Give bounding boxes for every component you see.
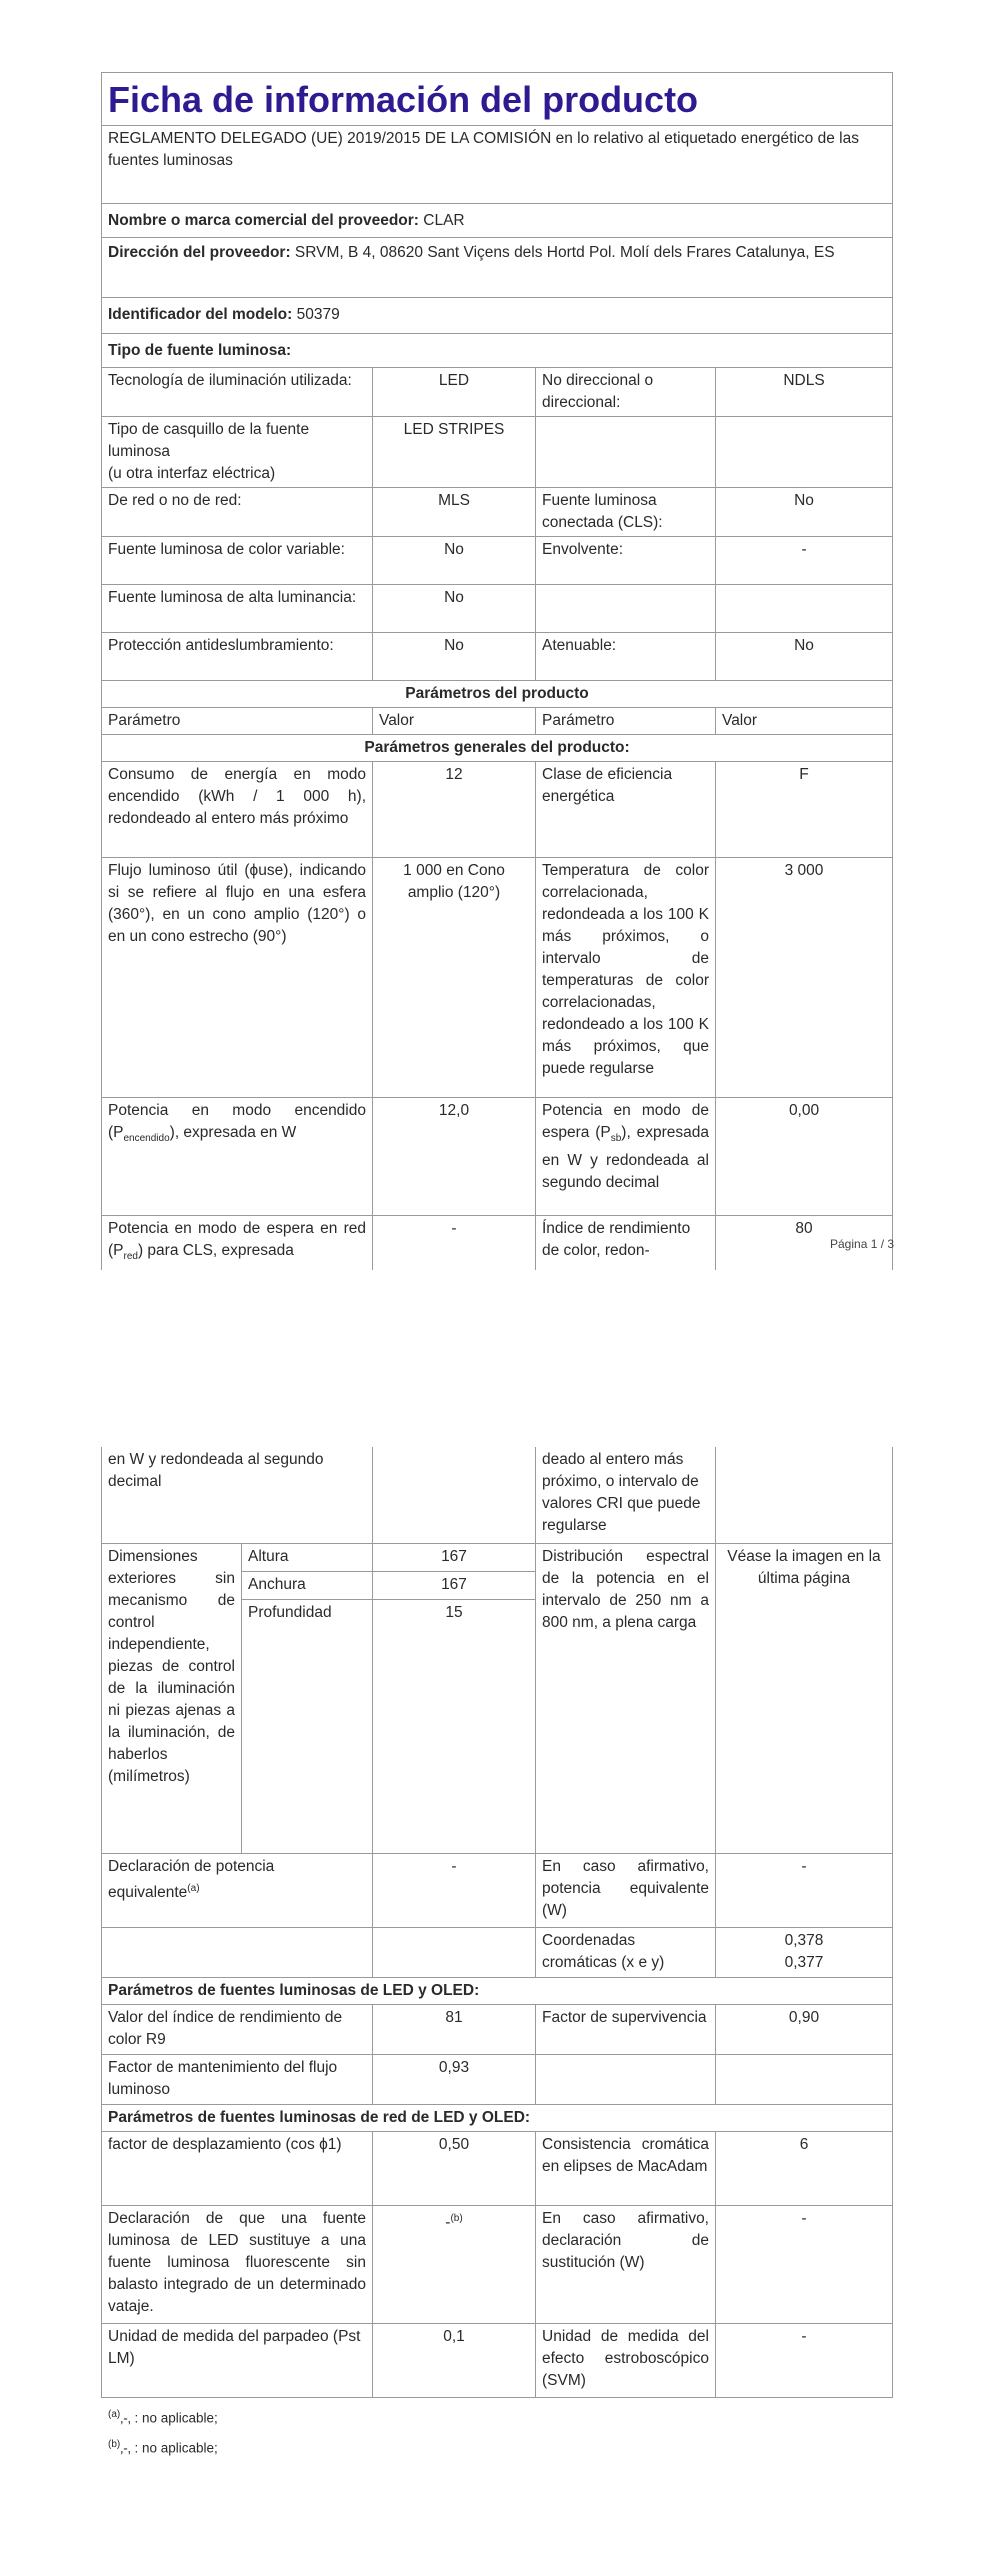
cosphi-row bbox=[102, 2131, 893, 2205]
cri-label-cont: deado al entero más próximo, o intervalo de valores CRI que puede regularse bbox=[536, 1447, 716, 1543]
on-power-label: Potencia en modo encendido $(P_{encendido})$, expresada en W bbox=[102, 1098, 373, 1216]
glare-row bbox=[102, 633, 893, 681]
flicker-label: Unidad de medida del parpadeo (Pst LM) bbox=[102, 2323, 373, 2397]
variable-row bbox=[102, 537, 893, 585]
mains-value: MLS bbox=[373, 488, 536, 537]
equiv-yes-value: - bbox=[716, 1853, 893, 1927]
supplier-address-value: SRVM, B 4, 08620 Sant Viçens dels Hortd Pol. Molí dels Frares Catalunya, ES bbox=[294, 244, 835, 261]
col-param-header: Parámetro bbox=[102, 708, 373, 735]
replace-yes-label: En caso afirmativo, declaración de sustitución (W) bbox=[536, 2205, 716, 2323]
tech-value: LED bbox=[373, 368, 536, 417]
flux-label: Flujo luminoso útil (ϕuse), indicando si se refiere al flujo en una esfera (360°), en un cono amplio (120°) o en un cono estrecho (90°) bbox=[102, 858, 373, 1098]
glare-label: Protección antideslumbramiento: bbox=[102, 633, 373, 681]
supplier-address-label: Dirección del proveedor: bbox=[108, 244, 291, 261]
col-value-header-2: Valor bbox=[716, 708, 893, 735]
cap-row bbox=[102, 417, 893, 488]
footnote-a: $^{(a)}$‚-‚ : no aplicable; bbox=[108, 2409, 218, 2426]
flicker-row bbox=[102, 2323, 893, 2397]
product-info-table bbox=[101, 72, 893, 1270]
directional-value: NDLS bbox=[716, 368, 893, 417]
directional-label: No direccional o direccional: bbox=[536, 368, 716, 417]
chroma-label: Coordenadas cromáticas (x e y) bbox=[536, 1927, 716, 1977]
macadam-label: Consistencia cromática en elipses de MacAdam bbox=[536, 2131, 716, 2205]
product-info-table-continued bbox=[101, 1447, 893, 2398]
net-standby-label-cont: en W y redondeada al segundo decimal bbox=[102, 1447, 373, 1543]
source-type-label: Tipo de fuente luminosa: bbox=[102, 334, 893, 368]
energy-label: Consumo de energía en modo encendido (kWh / 1 000 h), redondeado al entero más próximo bbox=[102, 762, 373, 858]
width-value: 167 bbox=[373, 1571, 536, 1599]
supplier-name-label: Nombre o marca comercial del proveedor: bbox=[108, 212, 419, 229]
tech-row bbox=[102, 368, 893, 417]
footnote-b: $^{(b)}$‚-‚ : no aplicable; bbox=[108, 2438, 218, 2455]
replace-yes-value: - bbox=[716, 2205, 893, 2323]
strobo-value: - bbox=[716, 2323, 893, 2397]
maint-value: 0,93 bbox=[373, 2054, 536, 2104]
params-header-row bbox=[102, 708, 893, 735]
net-standby-label: Potencia en modo de espera en red $(P_{red})$ para CLS, expresada bbox=[102, 1216, 373, 1271]
energy-value: 12 bbox=[373, 762, 536, 858]
survival-value: 0,90 bbox=[716, 2004, 893, 2054]
chroma-y: 0,377 bbox=[784, 1953, 824, 1971]
cct-label: Temperatura de color correlacionada, redondeada a los 100 K más próximos, o intervalo de temperaturas de color correlacionadas, redondeado a los 100 K más próximos, que puede regularse bbox=[536, 858, 716, 1098]
energy-row bbox=[102, 762, 893, 858]
page-number: Página 1 / 3 bbox=[830, 1237, 895, 1251]
variable-label: Fuente luminosa de color variable: bbox=[102, 537, 373, 585]
footnotes bbox=[108, 2402, 218, 2461]
cosphi-label: factor de desplazamiento (cos ϕ1) bbox=[102, 2131, 373, 2205]
dimmable-value: No bbox=[716, 633, 893, 681]
header-title-row bbox=[102, 73, 893, 126]
cri-value: 80 bbox=[716, 1216, 893, 1271]
maint-row bbox=[102, 2054, 893, 2104]
efficiency-label: Clase de eficiencia energética bbox=[536, 762, 716, 858]
spectral-value: Véase la imagen en la última página bbox=[716, 1543, 893, 1853]
dimmable-label: Atenuable: bbox=[536, 633, 716, 681]
high-lum-row bbox=[102, 585, 893, 633]
params-section-title: Parámetros del producto bbox=[102, 681, 893, 708]
cap-value: LED STRIPES bbox=[373, 417, 536, 488]
mains-led-section-title: Parámetros de fuentes luminosas de red de LED y OLED: bbox=[102, 2104, 893, 2131]
macadam-value: 6 bbox=[716, 2131, 893, 2205]
tech-label: Tecnología de iluminación utilizada: bbox=[102, 368, 373, 417]
general-section-row bbox=[102, 735, 893, 762]
depth-value: 15 bbox=[373, 1599, 536, 1853]
r9-row bbox=[102, 2004, 893, 2054]
envelope-label: Envolvente: bbox=[536, 537, 716, 585]
equiv-yes-label: En caso afirmativo, potencia equivalente (W) bbox=[536, 1853, 716, 1927]
equiv-value: - bbox=[373, 1853, 536, 1927]
model-value: 50379 bbox=[296, 306, 340, 323]
chroma-x: 0,378 bbox=[784, 1931, 824, 1949]
envelope-value: - bbox=[716, 537, 893, 585]
spectral-label: Distribución espectral de la potencia en el intervalo de 250 nm a 800 nm, a plena carga bbox=[536, 1543, 716, 1853]
net-standby-row-part2 bbox=[102, 1447, 893, 1543]
cls-label: Fuente luminosa conectada (CLS): bbox=[536, 488, 716, 537]
replace-row bbox=[102, 2205, 893, 2323]
dims-height-row bbox=[102, 1543, 893, 1571]
led-section-row bbox=[102, 1977, 893, 2004]
page-title: Ficha de información del producto bbox=[102, 73, 893, 126]
height-value: 167 bbox=[373, 1543, 536, 1571]
high-lum-value: No bbox=[373, 585, 536, 633]
supplier-name-value: CLAR bbox=[423, 212, 465, 229]
page-two bbox=[101, 1447, 892, 2398]
led-section-title: Parámetros de fuentes luminosas de LED y OLED: bbox=[102, 1977, 893, 2004]
width-label: Anchura bbox=[242, 1571, 373, 1599]
maint-label: Factor de mantenimiento del flujo luminoso bbox=[102, 2054, 373, 2104]
strobo-label: Unidad de medida del efecto estroboscópico (SVM) bbox=[536, 2323, 716, 2397]
survival-label: Factor de supervivencia bbox=[536, 2004, 716, 2054]
cosphi-value: 0,50 bbox=[373, 2131, 536, 2205]
col-param-header-2: Parámetro bbox=[536, 708, 716, 735]
col-value-header: Valor bbox=[373, 708, 536, 735]
model-label: Identificador del modelo: bbox=[108, 306, 293, 323]
variable-value: No bbox=[373, 537, 536, 585]
high-lum-label: Fuente luminosa de alta luminancia: bbox=[102, 585, 373, 633]
page-one bbox=[101, 72, 895, 1270]
net-standby-row-part1 bbox=[102, 1216, 893, 1271]
general-section-title: Parámetros generales del producto: bbox=[102, 735, 893, 762]
flicker-value: 0,1 bbox=[373, 2323, 536, 2397]
mains-led-section-row bbox=[102, 2104, 893, 2131]
supplier-address-row bbox=[102, 238, 893, 298]
cap-label: Tipo de casquillo de la fuente luminosa bbox=[108, 421, 310, 460]
chroma-values bbox=[716, 1927, 893, 1977]
cri-label: Índice de rendimiento de color, redon- bbox=[536, 1216, 716, 1271]
efficiency-value: F bbox=[716, 762, 893, 858]
supplier-name-row bbox=[102, 204, 893, 238]
source-type-row bbox=[102, 334, 893, 368]
mains-row bbox=[102, 488, 893, 537]
on-power-row bbox=[102, 1098, 893, 1216]
cls-value: No bbox=[716, 488, 893, 537]
model-row bbox=[102, 298, 893, 334]
regulation-text: REGLAMENTO DELEGADO (UE) 2019/2015 DE LA COMISIÓN en lo relativo al etiquetado energético de las fuentes luminosas bbox=[102, 126, 893, 204]
cap-label-note: (u otra interfaz eléctrica) bbox=[108, 465, 276, 482]
r9-label: Valor del índice de rendimiento de color R9 bbox=[102, 2004, 373, 2054]
net-standby-value: - bbox=[373, 1216, 536, 1271]
standby-label: Potencia en modo de espera $(P_{sb})$, expresada en W y redondeada al segundo decimal bbox=[536, 1098, 716, 1216]
equiv-row bbox=[102, 1853, 893, 1927]
flux-value: 1 000 en Cono amplio (120°) bbox=[373, 858, 536, 1098]
r9-value: 81 bbox=[373, 2004, 536, 2054]
flux-row bbox=[102, 858, 893, 1098]
glare-value: No bbox=[373, 633, 536, 681]
cct-value: 3 000 bbox=[716, 858, 893, 1098]
mains-label: De red o no de red: bbox=[102, 488, 373, 537]
standby-value: 0,00 bbox=[716, 1098, 893, 1216]
params-section-row bbox=[102, 681, 893, 708]
on-power-value: 12,0 bbox=[373, 1098, 536, 1216]
regulation-row bbox=[102, 126, 893, 204]
equiv-label: Declaración de potencia equivalente$^{(a)}$ bbox=[102, 1853, 373, 1927]
replace-label: Declaración de que una fuente luminosa de LED sustituye a una fuente luminosa fluorescente sin balasto integrado de un determinado vataje. bbox=[102, 2205, 373, 2323]
height-label: Altura bbox=[242, 1543, 373, 1571]
dims-label: Dimensiones exteriores sin mecanismo de control independiente, piezas de control de la iluminación ni piezas ajenas a la iluminación, de haberlos (milímetros) bbox=[102, 1543, 242, 1853]
depth-label: Profundidad bbox=[242, 1599, 373, 1853]
chroma-row bbox=[102, 1927, 893, 1977]
replace-value: -$^{(b)}$ bbox=[373, 2205, 536, 2323]
